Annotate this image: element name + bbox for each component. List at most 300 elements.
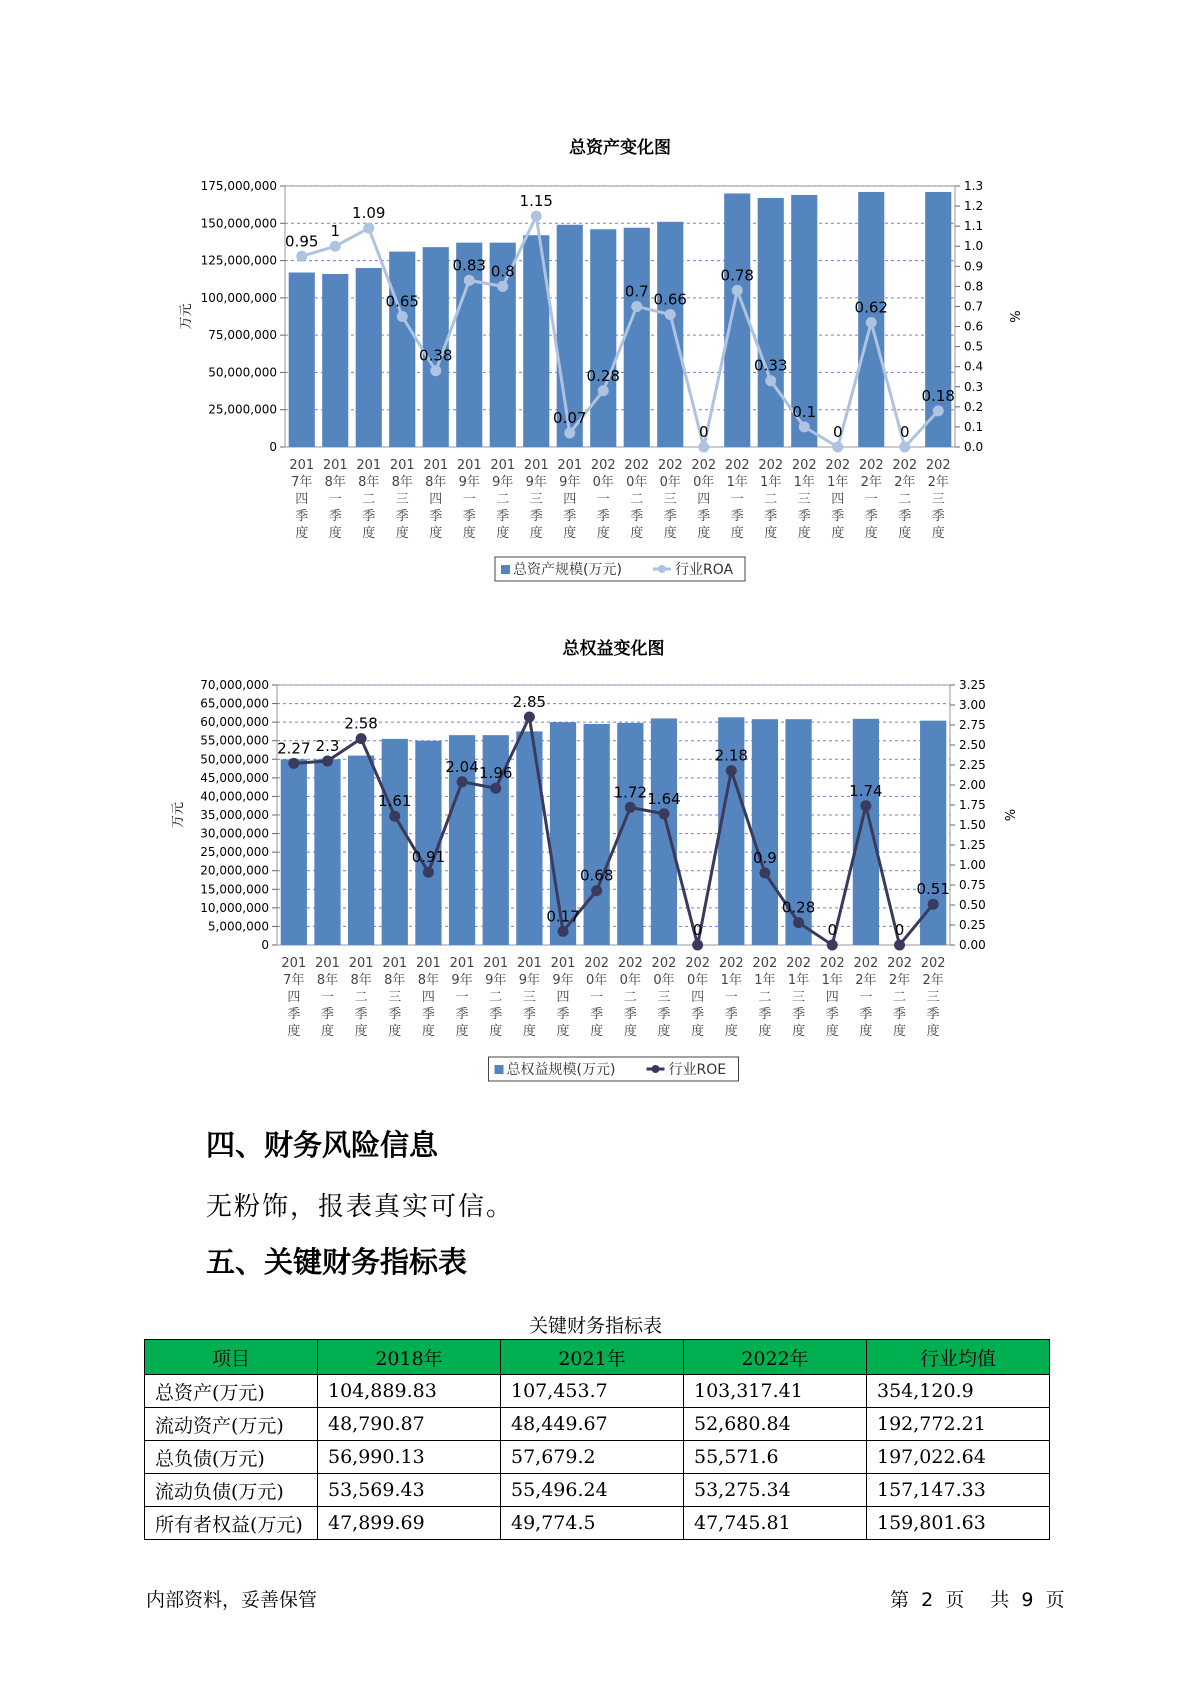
x-tick-label: 2年 — [855, 973, 877, 988]
x-tick-label: 1年 — [720, 973, 742, 988]
y2-tick-label: 1.50 — [959, 818, 986, 832]
x-tick-label: 二 — [764, 492, 778, 507]
line-point — [765, 375, 776, 386]
table-cell: 192,772.21 — [867, 1408, 1050, 1441]
x-tick-label: 季 — [455, 1007, 469, 1022]
x-tick-label: 202 — [718, 956, 744, 971]
x-tick-label: 三 — [529, 492, 543, 507]
x-tick-label: 季 — [489, 1007, 503, 1022]
data-label: 0.62 — [854, 298, 888, 317]
x-tick-label: 9年 — [485, 973, 507, 988]
x-tick-label: 季 — [354, 1007, 368, 1022]
x-tick-label: 0年 — [686, 973, 709, 988]
table-cell: 49,774.5 — [501, 1507, 684, 1540]
table-caption: 关键财务指标表 — [528, 1315, 662, 1337]
row-label: 总资产(万元) — [145, 1375, 318, 1408]
x-tick-label: 三 — [522, 990, 536, 1005]
legend-line-label: 行业ROA — [675, 562, 734, 578]
line-point — [389, 811, 400, 822]
x-tick-label: 一 — [596, 492, 610, 507]
line-point — [598, 385, 609, 396]
x-tick-label: 度 — [825, 1024, 839, 1039]
row-label: 总负债(万元) — [145, 1441, 318, 1474]
data-label: 0.83 — [452, 256, 486, 275]
x-tick-label: 季 — [730, 509, 744, 524]
table-cell: 52,680.84 — [684, 1408, 867, 1441]
x-tick-label: 0年 — [586, 973, 608, 988]
data-label: 0.1 — [792, 402, 817, 421]
line-point — [692, 940, 703, 951]
x-tick-label: 四 — [697, 492, 711, 507]
x-tick-label: 7年 — [283, 973, 305, 988]
bar — [651, 718, 677, 945]
x-tick-label: 202 — [584, 956, 610, 971]
data-label: 0.18 — [921, 386, 955, 405]
y-tick-label: 65,000,000 — [200, 696, 269, 711]
x-tick-label: 四 — [831, 492, 845, 507]
x-tick-label: 四 — [295, 492, 309, 507]
x-tick-label: 四 — [563, 492, 577, 507]
data-label: 2.04 — [445, 757, 479, 776]
x-tick-label: 1年 — [760, 475, 782, 490]
y-tick-label: 25,000,000 — [208, 402, 277, 417]
y-tick-label: 15,000,000 — [200, 882, 269, 897]
x-tick-label: 度 — [496, 526, 510, 541]
x-tick-label: 四 — [825, 990, 839, 1005]
x-tick-label: 201 — [315, 956, 340, 971]
line-point — [759, 868, 770, 879]
x-tick-label: 季 — [295, 509, 309, 524]
x-tick-label: 一 — [320, 990, 334, 1005]
y-tick-label: 30,000,000 — [200, 826, 269, 841]
x-tick-label: 9年 — [552, 973, 574, 988]
x-tick-label: 201 — [423, 458, 449, 473]
y2-tick-label: 1.00 — [959, 858, 986, 872]
bar — [281, 759, 307, 945]
x-tick-label: 度 — [764, 526, 778, 541]
y2-tick-label: 1.0 — [964, 239, 984, 254]
line-point — [322, 756, 333, 767]
x-tick-label: 9年 — [451, 973, 473, 988]
line-point — [423, 867, 434, 878]
x-tick-label: 度 — [328, 526, 342, 541]
x-tick-label: 三 — [395, 492, 409, 507]
line-point — [860, 800, 871, 811]
x-tick-label: 季 — [697, 509, 711, 524]
total-equity-chart-svg — [0, 630, 1191, 1105]
data-label: 0.9 — [752, 849, 777, 867]
x-tick-label: 8年 — [316, 973, 339, 988]
bar — [853, 719, 879, 945]
x-tick-label: 季 — [864, 509, 878, 524]
header-item: 项目 — [145, 1340, 318, 1375]
x-tick-label: 季 — [395, 509, 409, 524]
legend-bar-label: 总资产规模(万元) — [513, 562, 622, 578]
x-tick-label: 202 — [819, 956, 845, 971]
legend-line-marker — [652, 1065, 660, 1073]
x-tick-label: 季 — [893, 1007, 907, 1022]
data-label: 0.66 — [653, 290, 687, 309]
line-point — [430, 365, 441, 376]
x-tick-label: 季 — [724, 1007, 738, 1022]
y-axis-label: 万元 — [171, 801, 186, 829]
y2-tick-label: 0.5 — [964, 339, 984, 354]
bar — [348, 756, 374, 945]
x-tick-label: 1年 — [827, 475, 849, 490]
bar — [584, 724, 610, 945]
table-cell: 53,275.34 — [684, 1474, 867, 1507]
x-tick-label: 度 — [691, 1024, 705, 1039]
x-tick-label: 2年 — [894, 475, 916, 490]
x-tick-label: 季 — [859, 1007, 873, 1022]
y-tick-label: 150,000,000 — [200, 216, 277, 231]
x-tick-label: 一 — [724, 990, 738, 1005]
x-tick-label: 202 — [590, 458, 616, 473]
y2-tick-label: 0.2 — [964, 399, 984, 414]
line-point — [363, 223, 374, 234]
x-tick-label: 201 — [523, 458, 549, 473]
x-tick-label: 202 — [758, 458, 784, 473]
x-tick-label: 1年 — [787, 973, 810, 988]
x-tick-label: 度 — [859, 1024, 873, 1039]
y2-tick-label: 1.1 — [964, 219, 984, 234]
x-tick-label: 9年 — [525, 475, 547, 490]
bar — [516, 731, 542, 945]
x-tick-label: 度 — [489, 1024, 503, 1039]
x-tick-label: 度 — [898, 526, 912, 541]
x-tick-label: 0年 — [693, 475, 715, 490]
header-industry-average: 行业均值 — [867, 1340, 1050, 1375]
x-tick-label: 季 — [596, 509, 610, 524]
x-tick-label: 201 — [389, 458, 415, 473]
line-point — [793, 917, 804, 928]
total-assets-chart-svg — [0, 130, 1191, 600]
y2-tick-label: 2.75 — [959, 718, 986, 732]
data-label: 0 — [894, 921, 905, 939]
table-cell: 354,120.9 — [867, 1375, 1050, 1408]
x-tick-label: 三 — [931, 492, 945, 507]
x-tick-label: 季 — [630, 509, 644, 524]
x-tick-label: 二 — [496, 492, 510, 507]
bar — [289, 273, 315, 447]
y2-axis-label: % — [1006, 310, 1021, 323]
bar — [624, 228, 650, 447]
line-point — [464, 275, 475, 286]
legend-line-label: 行业ROE — [668, 1062, 727, 1078]
line-point — [928, 899, 939, 910]
x-tick-label: 8年 — [358, 475, 380, 490]
x-tick-label: 202 — [657, 458, 683, 473]
line-point — [658, 808, 669, 819]
line-point — [296, 251, 307, 262]
line-point — [698, 442, 709, 453]
x-tick-label: 201 — [348, 956, 374, 971]
bar — [752, 719, 778, 945]
x-tick-label: 季 — [462, 509, 476, 524]
bar — [314, 759, 340, 945]
x-tick-label: 三 — [926, 990, 940, 1005]
data-label: 1.61 — [378, 792, 412, 811]
x-tick-label: 季 — [797, 509, 811, 524]
x-tick-label: 1年 — [754, 973, 776, 988]
table-cell: 157,147.33 — [867, 1474, 1050, 1507]
y-axis-label: 万元 — [179, 303, 194, 330]
x-tick-label: 季 — [926, 1007, 940, 1022]
x-tick-label: 三 — [797, 492, 811, 507]
x-tick-label: 度 — [320, 1024, 334, 1039]
x-tick-label: 度 — [421, 1024, 435, 1039]
data-label: 0.17 — [546, 907, 580, 926]
x-tick-label: 0年 — [659, 475, 681, 490]
x-tick-label: 度 — [730, 526, 744, 541]
x-tick-label: 度 — [295, 526, 309, 541]
data-label: 0 — [832, 423, 843, 441]
y2-tick-label: 0.7 — [964, 299, 984, 314]
table-row — [145, 1408, 1050, 1441]
x-tick-label: 一 — [864, 492, 878, 507]
x-tick-label: 季 — [522, 1007, 536, 1022]
x-tick-label: 202 — [786, 956, 811, 971]
bar — [590, 229, 616, 447]
x-tick-label: 度 — [623, 1024, 637, 1039]
x-tick-label: 度 — [590, 1024, 604, 1039]
data-label: 0 — [899, 423, 910, 441]
y2-tick-label: 1.75 — [959, 798, 986, 812]
total-suffix: 页 — [1045, 1589, 1065, 1611]
x-tick-label: 一 — [455, 990, 469, 1005]
y-tick-label: 100,000,000 — [200, 290, 277, 305]
data-label: 1.09 — [352, 204, 386, 223]
footer-page-number — [890, 1585, 1064, 1612]
x-tick-label: 季 — [388, 1007, 402, 1022]
table-cell: 107,453.7 — [501, 1375, 684, 1408]
x-tick-label: 度 — [758, 1024, 772, 1039]
row-label: 所有者权益(万元) — [145, 1507, 318, 1540]
total-num: 9 — [1021, 1589, 1034, 1611]
line-point — [564, 427, 575, 438]
x-tick-label: 度 — [797, 526, 811, 541]
page-num: 2 — [921, 1589, 934, 1611]
x-tick-label: 三 — [657, 990, 671, 1005]
x-tick-label: 2年 — [922, 973, 944, 988]
x-tick-label: 度 — [926, 1024, 940, 1039]
x-tick-label: 度 — [724, 1024, 738, 1039]
x-tick-label: 度 — [287, 1024, 301, 1039]
chart-title: 总资产变化图 — [569, 138, 671, 158]
data-label: 2.85 — [512, 693, 547, 711]
x-tick-label: 四 — [556, 990, 570, 1005]
x-tick-label: 一 — [328, 492, 342, 507]
line-point — [524, 712, 535, 723]
x-tick-label: 度 — [864, 526, 878, 541]
x-tick-label: 度 — [388, 1024, 402, 1039]
x-tick-label: 202 — [651, 956, 677, 971]
line-point — [397, 311, 408, 322]
table-cell: 56,990.13 — [318, 1441, 501, 1474]
y2-tick-label: 0.3 — [964, 379, 984, 394]
line-point — [827, 940, 838, 951]
data-label: 0 — [692, 921, 703, 939]
x-tick-label: 季 — [792, 1007, 806, 1022]
y-tick-label: 70,000,000 — [200, 678, 269, 692]
x-tick-label: 度 — [522, 1024, 536, 1039]
y-tick-label: 10,000,000 — [200, 900, 269, 915]
x-tick-label: 201 — [456, 458, 482, 473]
total-equity-chart — [0, 630, 1191, 1105]
legend-line-marker — [658, 565, 666, 573]
key-financial-indicators-table — [144, 1339, 1050, 1540]
x-tick-label: 9年 — [458, 475, 480, 490]
data-label: 0.68 — [579, 866, 614, 885]
line-point — [457, 776, 468, 787]
y-tick-label: 0 — [269, 440, 277, 454]
x-tick-label: 202 — [724, 458, 750, 473]
x-tick-label: 度 — [630, 526, 644, 541]
y2-tick-label: 1.2 — [964, 199, 984, 214]
x-tick-label: 三 — [388, 990, 402, 1005]
y-tick-label: 20,000,000 — [200, 863, 269, 878]
x-tick-label: 2年 — [927, 475, 949, 490]
x-tick-label: 度 — [596, 526, 610, 541]
section-4-text: 无粉饰，报表真实可信。 — [206, 1192, 515, 1222]
y2-tick-label: 3.25 — [959, 678, 986, 692]
x-tick-label: 季 — [556, 1007, 570, 1022]
x-tick-label: 8年 — [425, 475, 447, 490]
table-cell: 55,571.6 — [684, 1441, 867, 1474]
line-point — [591, 885, 602, 896]
table-cell: 197,022.64 — [867, 1441, 1050, 1474]
x-tick-label: 202 — [617, 956, 643, 971]
legend-bar-swatch — [501, 565, 510, 574]
table-row — [145, 1507, 1050, 1540]
bar — [724, 193, 750, 447]
x-tick-label: 二 — [630, 492, 644, 507]
data-label: 0.38 — [419, 346, 453, 365]
y2-tick-label: 0.75 — [959, 878, 986, 892]
x-tick-label: 2年 — [888, 973, 911, 988]
line-point — [531, 211, 542, 222]
y-tick-label: 75,000,000 — [208, 328, 277, 343]
x-tick-label: 度 — [563, 526, 577, 541]
line-point — [665, 309, 676, 320]
x-tick-label: 度 — [697, 526, 711, 541]
line-point — [894, 940, 905, 951]
x-tick-label: 202 — [791, 458, 817, 473]
x-tick-label: 度 — [663, 526, 677, 541]
y-tick-label: 35,000,000 — [200, 808, 269, 822]
y-tick-label: 175,000,000 — [200, 179, 277, 193]
x-tick-label: 二 — [893, 990, 907, 1005]
row-label: 流动负债(万元) — [145, 1474, 318, 1507]
x-tick-label: 202 — [685, 956, 711, 971]
y2-tick-label: 0.4 — [964, 359, 984, 374]
row-label: 流动资产(万元) — [145, 1408, 318, 1441]
x-tick-label: 二 — [362, 492, 376, 507]
x-tick-label: 201 — [416, 956, 441, 971]
x-tick-label: 1年 — [793, 475, 815, 490]
y2-tick-label: 3.00 — [959, 698, 986, 712]
data-label: 1.72 — [613, 783, 648, 802]
table-cell: 104,889.83 — [318, 1375, 501, 1408]
total-prefix: 共 — [990, 1589, 1010, 1611]
x-tick-label: 8年 — [350, 973, 372, 988]
x-tick-label: 1年 — [726, 475, 748, 490]
x-tick-label: 8年 — [417, 973, 440, 988]
x-tick-label: 202 — [691, 458, 717, 473]
x-tick-label: 8年 — [384, 973, 406, 988]
table-cell: 159,801.63 — [867, 1507, 1050, 1540]
y2-tick-label: 0.1 — [964, 419, 984, 434]
x-tick-label: 8年 — [391, 475, 413, 490]
x-tick-label: 季 — [320, 1007, 334, 1022]
x-tick-label: 季 — [657, 1007, 671, 1022]
legend-bar-swatch — [495, 1065, 504, 1074]
line-point — [799, 421, 810, 432]
x-tick-label: 四 — [429, 492, 443, 507]
x-tick-label: 季 — [831, 509, 845, 524]
x-tick-label: 202 — [752, 956, 778, 971]
table-row — [145, 1375, 1050, 1408]
x-tick-label: 季 — [691, 1007, 705, 1022]
x-tick-label: 202 — [925, 458, 951, 473]
x-tick-label: 二 — [758, 990, 772, 1005]
x-tick-label: 9年 — [518, 973, 541, 988]
header-2018: 2018年 — [318, 1340, 501, 1375]
line-point — [631, 301, 642, 312]
y2-tick-label: 0.50 — [959, 898, 986, 912]
data-label: 2.27 — [277, 739, 311, 758]
data-label: 0.7 — [624, 282, 649, 301]
x-tick-label: 度 — [362, 526, 376, 541]
x-tick-label: 季 — [623, 1007, 637, 1022]
x-tick-label: 二 — [898, 492, 912, 507]
legend-bar-label: 总权益规模(万元) — [506, 1062, 616, 1078]
table-cell: 103,317.41 — [684, 1375, 867, 1408]
x-tick-label: 201 — [557, 458, 583, 473]
data-label: 0.28 — [586, 366, 620, 385]
data-label: 1.96 — [479, 764, 513, 783]
x-tick-label: 一 — [590, 990, 604, 1005]
x-tick-label: 202 — [624, 458, 650, 473]
data-label: 1 — [330, 222, 341, 241]
table-cell: 55,496.24 — [501, 1474, 684, 1507]
y-tick-label: 0 — [261, 938, 269, 952]
x-tick-label: 季 — [825, 1007, 839, 1022]
x-tick-label: 季 — [590, 1007, 604, 1022]
y-tick-label: 50,000,000 — [200, 752, 269, 767]
table-cell: 57,679.2 — [501, 1441, 684, 1474]
x-tick-label: 度 — [556, 1024, 570, 1039]
data-label: 0.78 — [720, 266, 754, 285]
x-tick-label: 一 — [730, 492, 744, 507]
x-tick-label: 201 — [516, 956, 542, 971]
y-tick-label: 125,000,000 — [200, 253, 277, 268]
page-suffix: 页 — [945, 1589, 965, 1611]
x-tick-label: 季 — [898, 509, 912, 524]
footer-confidential-note: 内部资料，妥善保管 — [146, 1589, 318, 1611]
y-tick-label: 5,000,000 — [207, 919, 269, 934]
x-tick-label: 季 — [328, 509, 342, 524]
x-tick-label: 7年 — [291, 475, 313, 490]
x-tick-label: 202 — [920, 956, 946, 971]
x-tick-label: 201 — [356, 458, 382, 473]
table-cell: 48,449.67 — [501, 1408, 684, 1441]
chart-title: 总权益变化图 — [562, 639, 665, 659]
data-label: 0.65 — [385, 292, 419, 311]
x-tick-label: 201 — [289, 458, 315, 473]
x-tick-label: 201 — [322, 458, 348, 473]
data-label: 1.64 — [647, 789, 681, 808]
